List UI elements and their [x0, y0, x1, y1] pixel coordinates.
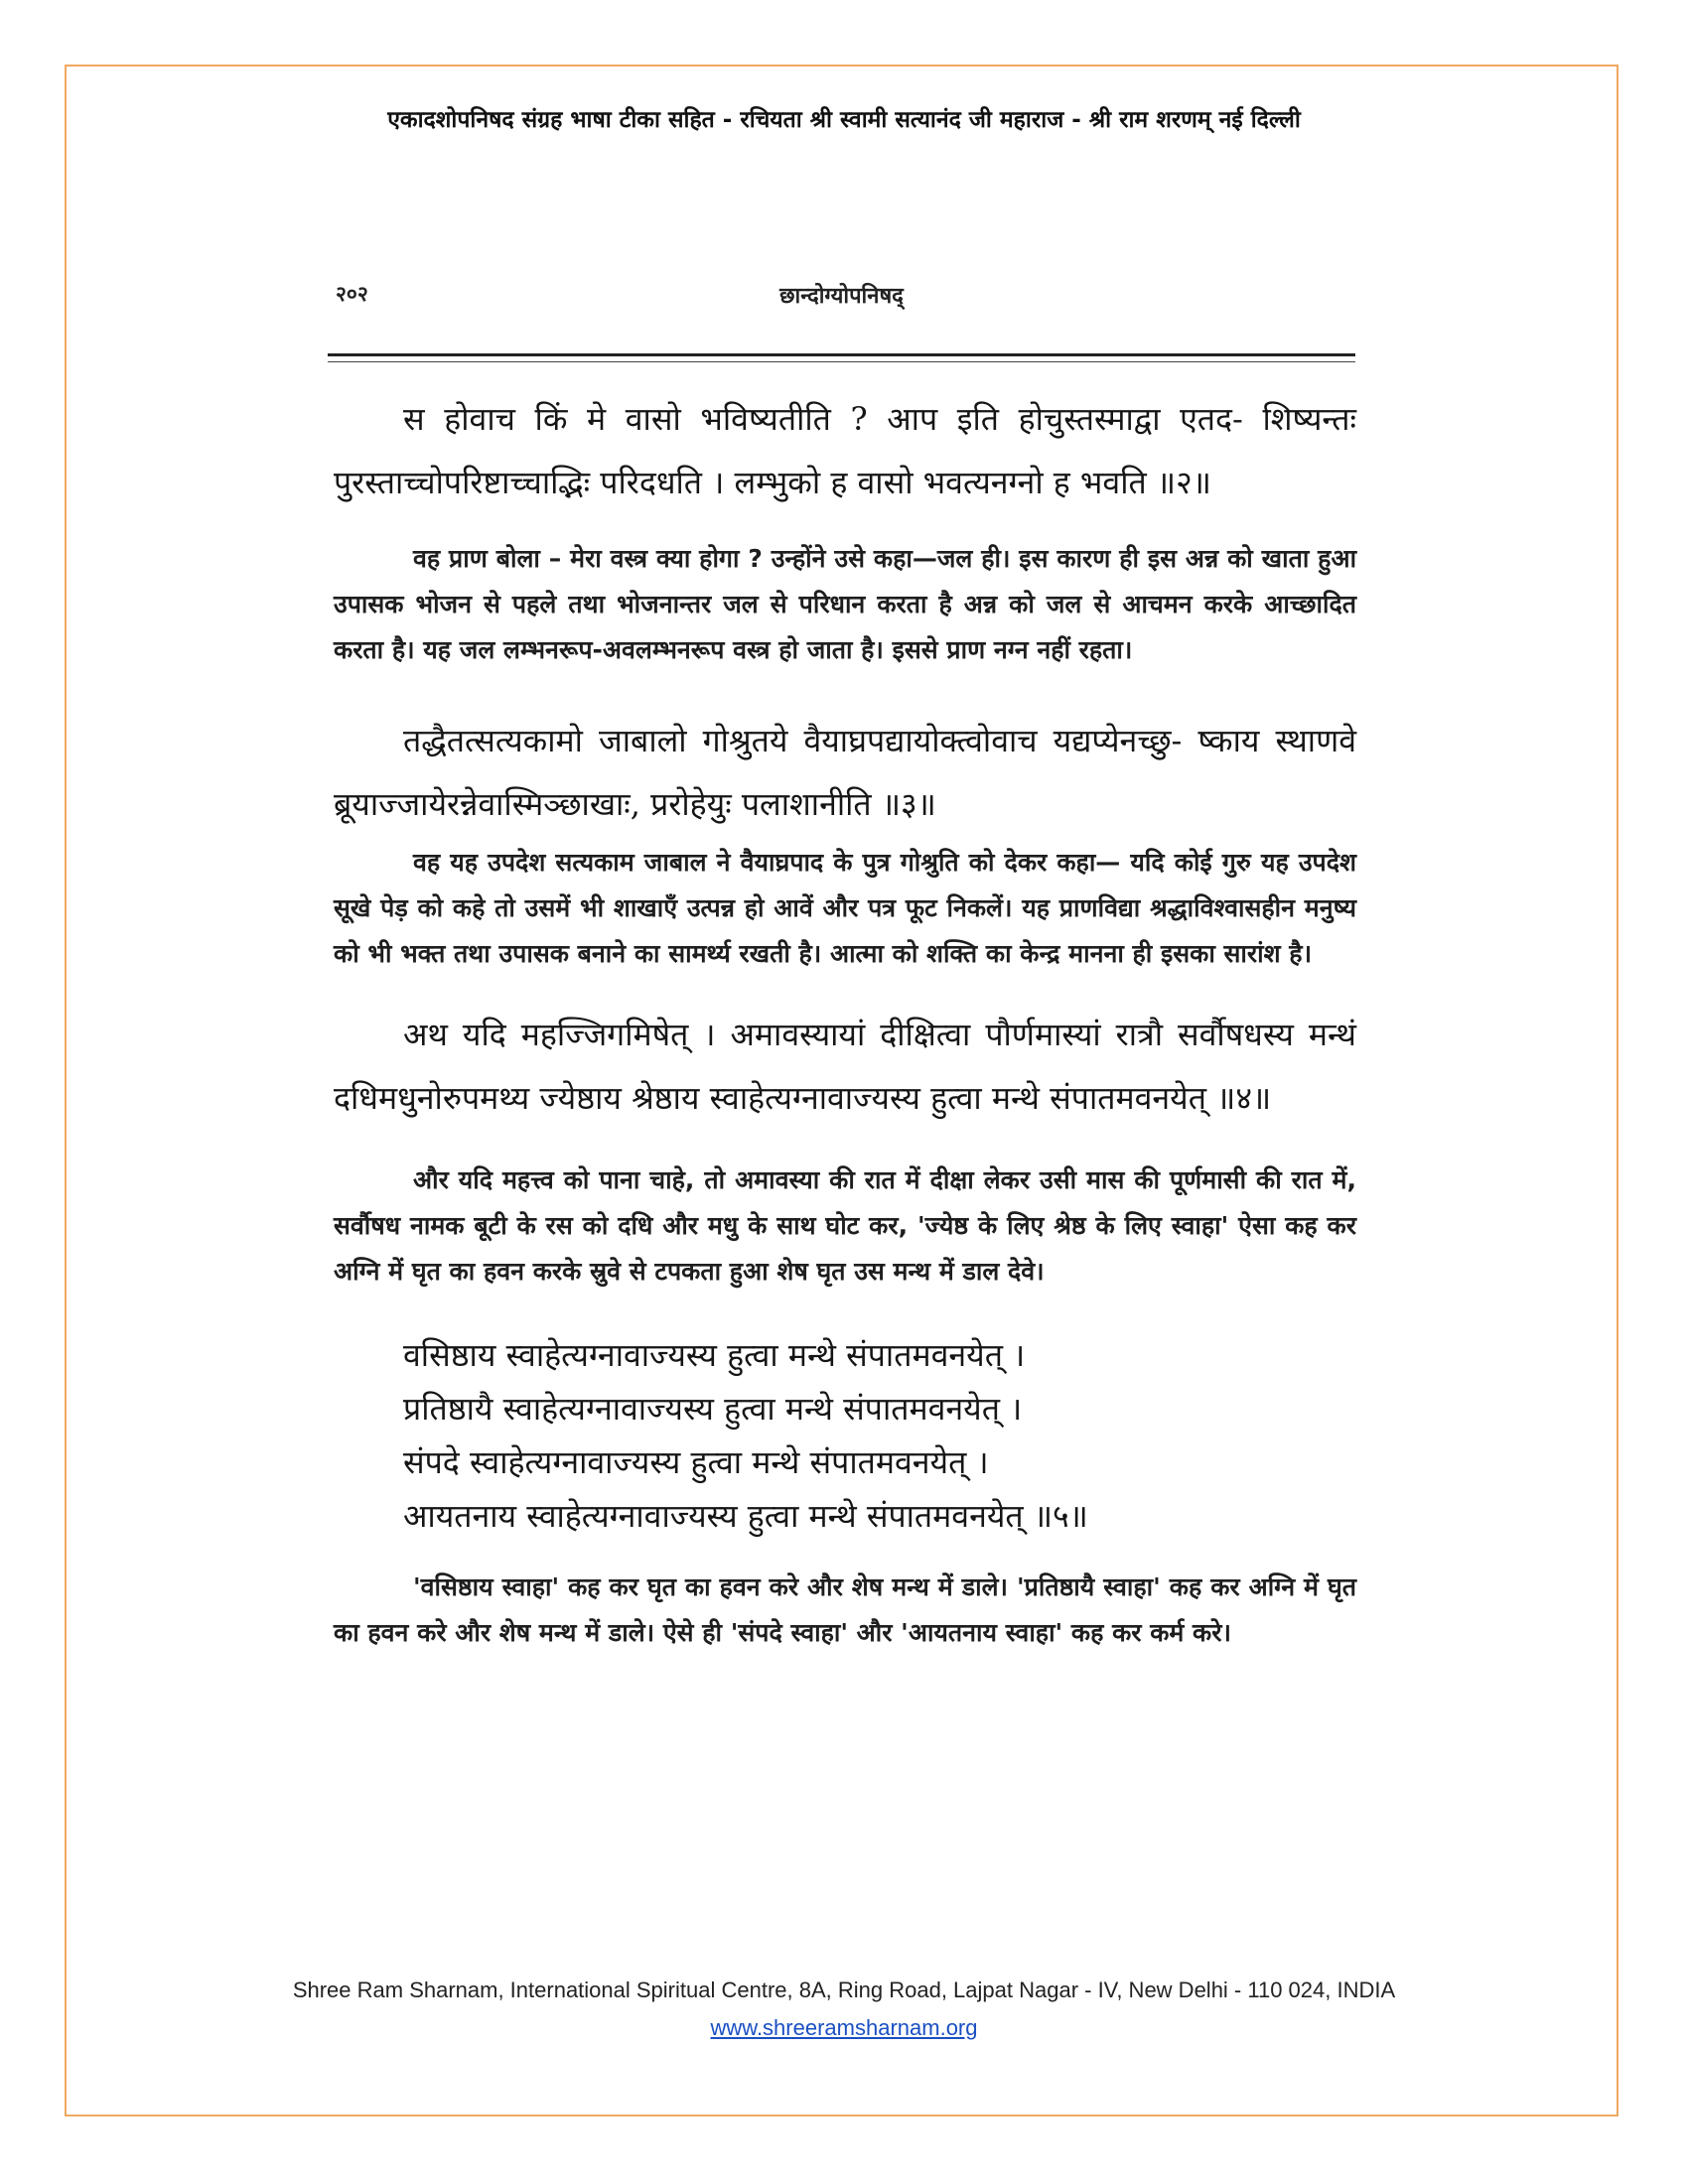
running-title: छान्दोग्योपनिषद् [779, 284, 904, 309]
verse-5-line: प्रतिष्ठायै स्वाहेत्यग्नावाज्यस्य हुत्वा मन्थे संपातमवनयेत् । [403, 1390, 1023, 1428]
page-number: २०२ [336, 282, 368, 306]
website-link[interactable]: www.shreeramsharnam.org [710, 2015, 978, 2040]
header-rule [328, 353, 1355, 356]
translation-5: 'वसिष्ठाय स्वाहा' कह कर घृत का हवन करे और शेष मन्थ में डाले। 'प्रतिष्ठायै स्वाहा' कह कर अग्नि में घृत का हवन करे और शेष मन्थ में डाले। ऐसे ही 'संपदे स्वाहा' और 'आयतनाय स्वाहा' कह कर कर्म करे। [334, 1572, 1356, 1647]
page-banner: एकादशोपनिषद संग्रह भाषा टीका सहित - रचियता श्री स्वामी सत्यानंद जी महाराज - श्री राम शरणम् नई दिल्ली [387, 107, 1301, 133]
footer-address: Shree Ram Sharnam, International Spiritual Centre, 8A, Ring Road, Lajpat Nagar - IV, New Delhi - 110 024, INDIA [292, 1978, 1396, 2002]
verse-5-line: वसिष्ठाय स्वाहेत्यग्नावाज्यस्य हुत्वा मन्थे संपातमवनयेत् । [403, 1336, 1026, 1374]
header-rule-thin [328, 361, 1355, 362]
verse-2: स होवाच किं मे वासो भविष्यतीति ? आप इति होचुस्तस्माद्वा एतद- शिष्यन्तः पुरस्ताच्चोपरिष्टाच्चाद्भिः परिदधति । लम्भुको ह वासो भवत्यनग्नो ह भवति ॥२॥ [334, 400, 1356, 501]
translation-3: वह यह उपदेश सत्यकाम जाबाल ने वैयाघ्रपाद के पुत्र गोश्रुति को देकर कहा— यदि कोई गुरु यह उपदेश सूखे पेड़ को कहे तो उसमें भी शाखाएँ उत्पन्न हो आवें और पत्र फूट निकलें। यह प्राणविद्या श्रद्धाविश्वासहीन मनुष्य को भी भक्त तथा उपासक बनाने का सामर्थ्य रखती है। आत्मा को शक्ति का केन्द्र मानना ही इसका सारांश है। [334, 848, 1356, 968]
verse-5-line: संपदे स्वाहेत्यग्नावाज्यस्य हुत्वा मन्थे संपातमवनयेत् । [403, 1443, 989, 1481]
verse-5 [334, 1328, 1356, 1543]
footer-website [0, 2015, 1688, 2041]
verse-3: तद्धैतत्सत्यकामो जाबालो गोश्रुतये वैयाघ्रपद्यायोक्त्वोवाच यद्यप्येनच्छु- ष्काय स्थाणवे ब्रूयाज्जायेरन्नेवास्मिञ्छाखाः, प्ररोहेयुः पलाशानीति ॥३॥ [334, 722, 1356, 823]
verse-4: अथ यदि महज्जिगमिषेत् । अमावस्यायां दीक्षित्वा पौर्णमास्यां रात्रौ सर्वौषधस्य मन्थं दधिमधुनोरुपमथ्य ज्येष्ठाय श्रेष्ठाय स्वाहेत्यग्नावाज्यस्य हुत्वा मन्थे संपातमवनयेत् ॥४॥ [334, 1016, 1356, 1117]
page-header [328, 280, 1355, 310]
translation-2: वह प्राण बोला – मेरा वस्त्र क्या होगा ? उन्होंने उसे कहा—जल ही। इस कारण ही इस अन्न को खाता हुआ उपासक भोजन से पहले तथा भोजनान्तर जल से परिधान करता है अन्न को जल से आचमन करके आच्छादित करता है। यह जल लम्भनरूप-अवलम्भनरूप वस्त्र हो जाता है। इससे प्राण नग्न नहीं रहता। [334, 544, 1356, 664]
translation-4: और यदि महत्त्व को पाना चाहे, तो अमावस्या की रात में दीक्षा लेकर उसी मास की पूर्णमासी की रात में, सर्वौषध नामक बूटी के रस को दधि और मधु के साथ घोट कर, 'ज्येष्ठ के लिए श्रेष्ठ के लिए स्वाहा' ऐसा कह कर अग्नि में घृत का हवन करके स्रुवे से टपकता हुआ शेष घृत उस मन्थ में डाल देवे। [334, 1165, 1356, 1286]
page-content [334, 387, 1356, 1656]
verse-5-line: आयतनाय स्वाहेत्यग्नावाज्यस्य हुत्वा मन्थे संपातमवनयेत् ॥५॥ [403, 1497, 1088, 1535]
